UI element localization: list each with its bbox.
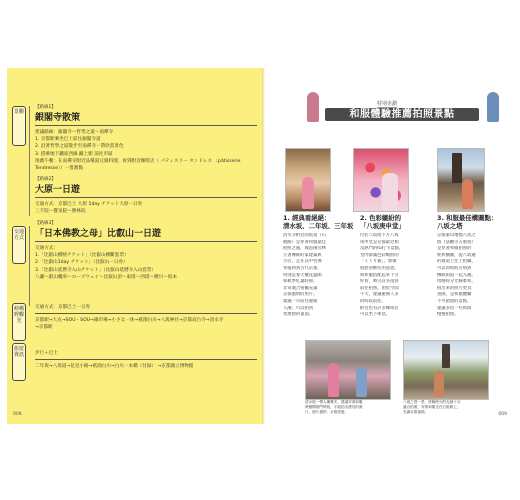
route-tag: 【路線2】 (35, 177, 56, 182)
route-line: 1.「比叡山横断チケット」（比叡山横斷套票） (35, 253, 129, 259)
route-line: 交通方式：京都巴士一日券 (35, 305, 91, 310)
route-line: 2. 沿著哲學之道散步至南禪寺一帶欣賞景色 (35, 144, 124, 150)
route-section (35, 176, 257, 215)
kimono-figure (434, 371, 444, 397)
photo-caption: 清水坂一帶人潮眾多，建議穿著和服 時避開熱門時段，才能拍出漂亮的照 片。照片提供：京都旅遊。 (305, 400, 363, 414)
route-section (35, 104, 257, 172)
kimono-figure (462, 179, 473, 209)
feature-tag: 特別企劃 (377, 101, 398, 107)
kimono-figure (356, 367, 367, 397)
route-line: →京都駅 (35, 325, 53, 331)
column-body: 位於八坂塔下方八坂 庚申堂是京都最近相 當熱門的IG打卡景點， 堂內掛滿色彩繽紛的 「くくり猿」，象徵 將慾望綁住的意思， 與和服搭配起來十分 好看，吸引許多遊客 前往拍照，由於空間 不大，建議避開人多 的時段前往。 附近也有許多咖啡店 可以坐下休息。 (360, 233, 404, 318)
column-heading: 2. 色彩繽紛的 「八坂庚申堂」 (360, 214, 405, 230)
right-page (265, 68, 513, 424)
route-section (35, 220, 257, 281)
route-tag: 【路線3】 (35, 221, 56, 226)
kimono-illustration (487, 92, 499, 122)
route-heading: 「日本佛教之母」比叡山一日遊 (35, 229, 162, 239)
route-heading: 大原一日遊 (35, 185, 81, 195)
route-line: 三千院～寶泉院～勝林院 (35, 209, 86, 215)
column-body: 清水寺附近的坂道（石 板路）是穿著和服最佳 拍照之處，坡道兩旁林 立著傳統町家建築與 小店，走在其中彷彿 穿越回到古代京都， 特別是春天櫻花盛開 和秋季紅葉時節， 非常適合拍攝充滿 京都風情的照片。 建議一早前往避開 人潮，可以拍到 更理想的畫面。 (283, 233, 326, 318)
kimono-figure (328, 363, 339, 397)
side-tab: 景觀 (12, 106, 26, 146)
page-number: 008 (13, 412, 22, 417)
divider (35, 313, 257, 314)
route-line: 交通方式：京都巴士 大原 1day チケット大原一日券 (35, 202, 143, 207)
divider (35, 125, 257, 126)
route-line: 推薦午餐：在南禪寺附近品嚐湯豆腐料理，再到附近咖啡店（ パティスリー タンドレス 〔pâtisserie Tendresse〕）一嘗甜點 (35, 158, 241, 172)
route-section (35, 350, 257, 370)
side-rule (29, 226, 30, 306)
kimono-figure (382, 173, 398, 211)
route-section (35, 304, 257, 332)
route-line: 京都駅→大丸→SOU・SOU→錦市場→小さな一休→祇園白川→八坂神社→京都高台寺→清水寺 (35, 318, 224, 324)
side-tab: 嵯峨野觀光 (12, 303, 26, 341)
book-spread (7, 68, 513, 424)
kimono-figure (302, 177, 314, 209)
divider (35, 197, 257, 198)
route-line: 2.「比叡山1day チケット」（比叡山一日券） (35, 260, 128, 266)
page-number: 009 (498, 412, 507, 417)
column-body: 京都東山地標八坂之 塔（法觀寺五重塔） 是穿著和服拍照的 經典構圖，從八坂通 的坡道上往上拍攝， 可以同時將古塔與 傳統街道一起入鏡， 傍晚時分光線柔和， 拍出來的照片更具 氛圍，是和服體驗 不可錯過的景點， 建議多留一些時間 慢慢拍照。 (437, 233, 476, 318)
side-tab: 旅遊資訊 (12, 343, 26, 381)
route-line: 3.「比叡山延暦寺入山チケット」（比叡山延曆寺入山套票） (35, 267, 157, 273)
route-line: 3. 搭乘地下鐵東西線 蹴上駅 前往市區 (35, 151, 113, 157)
divider (35, 241, 257, 242)
photo-caption: 八坂之塔一景，傍晚時分的光線十分 適合拍照，穿著和服走在石板路上， 充滿京都風情。 (403, 400, 461, 414)
kimono-illustration (307, 92, 319, 122)
left-page (7, 68, 262, 424)
column-heading: 1. 經典看絕絕： 清水坂、二年坂、三年坂 (283, 214, 354, 230)
photo-kiyomizu-slope (285, 148, 331, 212)
side-tab: 交通方式 (12, 226, 26, 264)
side-rule (29, 106, 30, 216)
pagoda-shape (452, 153, 462, 183)
route-line: 八瀬～叡山纜車～ロープウェイ～比叡山頂～東塔～西塔～横川～坂本 (35, 274, 177, 280)
divider (35, 359, 257, 360)
photo-pagoda-street (403, 340, 489, 400)
route-tag: 【路線1】 (35, 105, 56, 110)
route-line: 二年坂→八坂道→花見小路→祇園白川→白川一本橋（付録） →京都國立博物館 (35, 364, 194, 370)
photo-yasaka-pagoda (437, 148, 485, 212)
pagoda-shape (442, 344, 450, 368)
route-line: 建議路線：銀閣寺～哲學之道～南禪寺 (35, 130, 114, 135)
route-line: 1. 京都駅乘坐巴士前往銀閣寺道 (35, 137, 101, 143)
route-line: 交通方式： (35, 246, 58, 251)
route-heading: 銀閣寺散策 (35, 113, 81, 123)
page-title: 和服體驗推薦拍照景點 (349, 109, 455, 120)
photo-crowd-street (305, 340, 391, 400)
photo-yasaka-koshindo (353, 148, 409, 212)
column-heading: 3. 和服最佳構圖點： 八坂之塔 (437, 214, 498, 230)
route-line: 步行＋巴士 (35, 351, 58, 356)
